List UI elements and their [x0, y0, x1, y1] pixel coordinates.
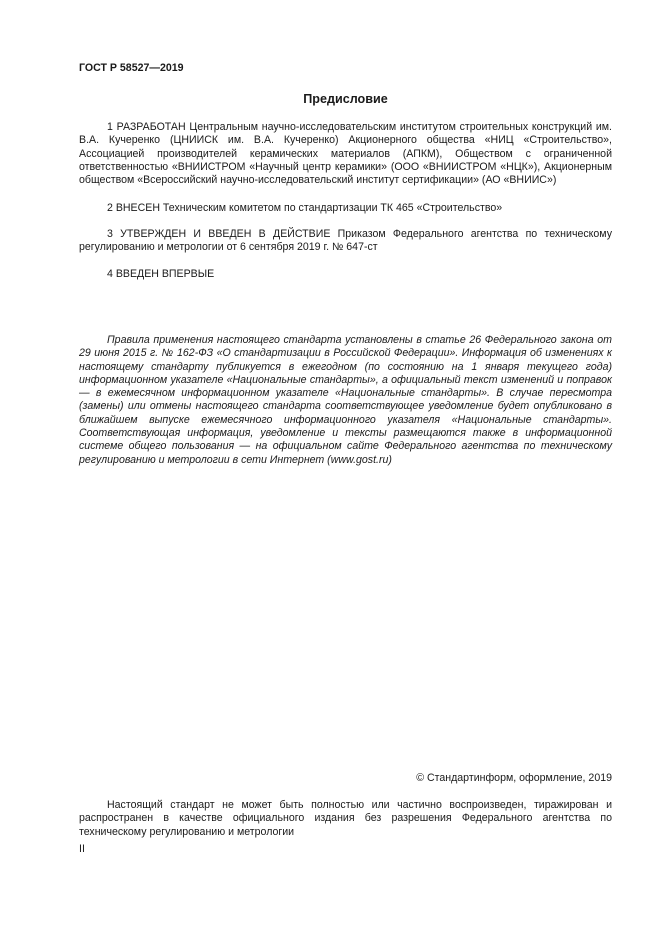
section-text: Центральным научно-исследовательским институтом строительных конструкций им. В.А. Кучеренко (ЦНИИСК им. В.А. Кучеренко) Акционерного общества «НИЦ «Строительство», Ассоциацией производителей керамических материалов (АПКМ), Обществом с ограниченной ответственностью «ВНИИСТРОМ «Научный центр керамики» (ООО «ВНИИСТРОМ «НЦК»), Акционерным обществом «Всероссийский научно-исследовательский институт сертификации» (АО «ВНИИС») — [79, 121, 612, 187]
section-approved — [79, 228, 612, 255]
section-text: Приказом Федерального агентства по техническому регулированию и метрологии от 6 сентября 2019 г. № 647-ст — [79, 228, 612, 254]
copyright-line: © Стандартинформ, оформление, 2019 — [416, 772, 612, 784]
section-first-introduced — [79, 268, 612, 281]
section-introduced — [79, 202, 612, 215]
usage-rules-notice: Правила применения настоящего стандарта установлены в статье 26 Федерального закона от 29 июня 2015 г. № 162-ФЗ «О стандартизации в Российской Федерации». Информация об изменениях к настоящему стандарту публикуется в ежегодном (по состоянию на 1 января текущего года) информационном указателе «Национальные стандарты», а официальный текст изменений и поправок — в ежемесячном информационном указателе «Национальные стандарты». В случае пересмотра (замены) или отмены настоящего стандарта соответствующее уведомление будет опубликовано в ближайшем выпуске ежемесячного информационного указателя «Национальные стандарты». Соответствующая информация, уведомление и тексты размещаются также в информационной системе общего пользования — на официальном сайте Федерального агентства по техническому регулированию и метрологии в сети Интернет (www.gost.ru) — [79, 334, 612, 466]
section-text: Техническим комитетом по стандартизации ТК 465 «Строительство» — [159, 202, 503, 214]
standard-code-header: ГОСТ Р 58527—2019 — [79, 62, 184, 74]
page-number: II — [79, 843, 85, 855]
page-title: Предисловие — [303, 92, 388, 106]
section-lead: 2 ВНЕСЕН — [107, 202, 160, 214]
section-lead: 1 РАЗРАБОТАН — [107, 121, 186, 133]
section-lead: 3 УТВЕРЖДЕН И ВВЕДЕН В ДЕЙСТВИЕ — [107, 228, 331, 240]
section-developed — [79, 121, 612, 187]
section-lead: 4 ВВЕДЕН ВПЕРВЫЕ — [107, 268, 215, 280]
reproduction-restriction-notice: Настоящий стандарт не может быть полностью или частично воспроизведен, тиражирован и распространен в качестве официального издания без разрешения Федерального агентства по техническому регулированию и метрологии — [79, 799, 612, 838]
